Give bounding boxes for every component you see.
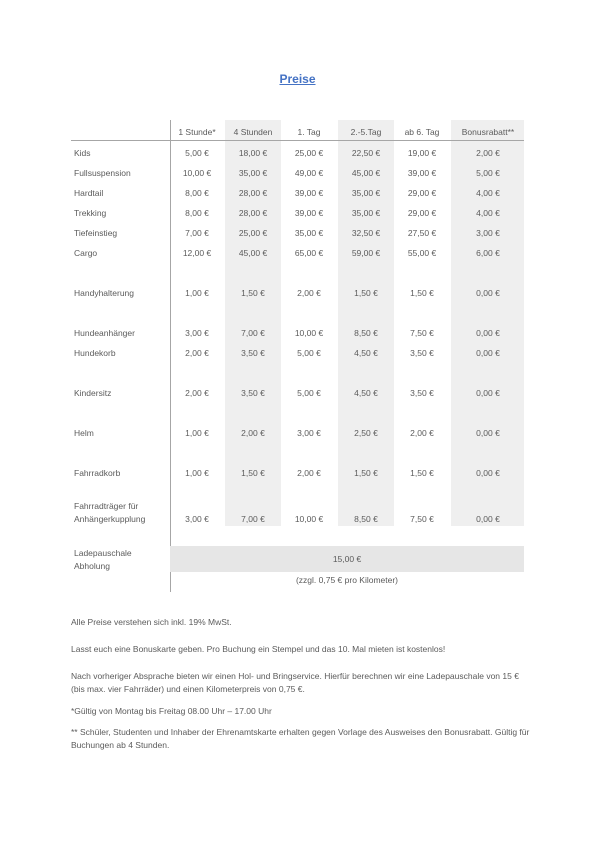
table-cell: 59,00 €: [351, 248, 381, 258]
column-header-2: 4 Stunden: [233, 127, 273, 137]
column-header-1: 1 Stunde*: [178, 127, 216, 137]
table-cell: 0,00 €: [476, 388, 500, 398]
table-cell: 2,00 €: [410, 428, 434, 438]
lade-label-2: Abholung: [74, 561, 110, 571]
table-cell: 0,00 €: [476, 288, 500, 298]
table-cell: 39,00 €: [294, 208, 324, 218]
table-cell: 3,50 €: [241, 348, 265, 358]
table-cell: 29,00 €: [407, 208, 437, 218]
page-title: Preise: [279, 72, 316, 86]
table-cell: 19,00 €: [407, 148, 437, 158]
table-cell: 25,00 €: [294, 148, 324, 158]
table-cell: 2,00 €: [476, 148, 500, 158]
table-cell: 35,00 €: [294, 228, 324, 238]
table-cell: 45,00 €: [238, 248, 268, 258]
table-cell: 0,00 €: [476, 514, 500, 524]
shade-col-2-5-tag: [338, 120, 394, 526]
table-cell: 0,00 €: [476, 468, 500, 478]
row-label: Handyhalterung: [74, 288, 135, 298]
table-cell: 4,50 €: [354, 388, 378, 398]
table-cell: 2,00 €: [185, 348, 209, 358]
table-cell: 1,50 €: [354, 468, 378, 478]
note-gueltigkeit: *Gültig von Montag bis Freitag 08.00 Uhr – 17.00 Uhr: [71, 706, 272, 716]
table-cell: 6,00 €: [476, 248, 500, 258]
column-header-6: Bonusrabatt**: [461, 127, 515, 137]
row-label: Hardtail: [74, 188, 104, 198]
table-cell: 4,50 €: [354, 348, 378, 358]
table-cell: 12,00 €: [182, 248, 212, 258]
table-cell: 0,00 €: [476, 428, 500, 438]
table-cell: 1,00 €: [185, 468, 209, 478]
table-cell: 39,00 €: [407, 168, 437, 178]
table-cell: 65,00 €: [294, 248, 324, 258]
table-cell: 3,50 €: [410, 348, 434, 358]
shade-col-4-stunden: [225, 120, 281, 526]
table-cell: 1,50 €: [410, 288, 434, 298]
table-header-rule: [71, 140, 524, 141]
column-header-4: 2.-5.Tag: [350, 127, 382, 137]
table-cell: 1,50 €: [241, 288, 265, 298]
row-label: Trekking: [74, 208, 107, 218]
note-bonusrabatt: ** Schüler, Studenten und Inhaber der Ehrenamtskarte erhalten gegen Vorlage des Ausweises den Bonusrabatt. Gültig für Buchungen ab 4 Stunden.: [71, 727, 530, 750]
table-cell: 5,00 €: [297, 388, 321, 398]
table-cell: 49,00 €: [294, 168, 324, 178]
table-cell: 2,00 €: [297, 468, 321, 478]
table-cell: 3,00 €: [185, 514, 209, 524]
row-label: Fullsuspension: [74, 168, 131, 178]
row-label: Fahrradträger für: [74, 501, 139, 511]
table-cell: 7,00 €: [241, 514, 265, 524]
table-cell: 7,50 €: [410, 514, 434, 524]
table-cell: 27,50 €: [407, 228, 437, 238]
table-cell: 55,00 €: [407, 248, 437, 258]
table-cell: 28,00 €: [238, 208, 268, 218]
table-cell: 3,50 €: [410, 388, 434, 398]
row-label: Hundekorb: [74, 348, 116, 358]
table-cell: 10,00 €: [294, 514, 324, 524]
table-cell: 29,00 €: [407, 188, 437, 198]
table-cell: 28,00 €: [238, 188, 268, 198]
table-cell: 2,00 €: [297, 288, 321, 298]
lade-value: 15,00 €: [332, 554, 362, 564]
row-label: Fahrradkorb: [74, 468, 121, 478]
table-cell: 35,00 €: [238, 168, 268, 178]
shade-col-bonus: [451, 120, 524, 526]
table-cell: 3,00 €: [476, 228, 500, 238]
table-cell: 1,50 €: [354, 288, 378, 298]
table-cell: 8,00 €: [185, 208, 209, 218]
table-cell: 5,00 €: [476, 168, 500, 178]
table-cell: 1,50 €: [241, 468, 265, 478]
table-cell: 5,00 €: [297, 348, 321, 358]
table-cell: 4,00 €: [476, 208, 500, 218]
table-cell: 3,00 €: [297, 428, 321, 438]
table-cell: 1,00 €: [185, 428, 209, 438]
table-cell: 10,00 €: [294, 328, 324, 338]
note-mwst: Alle Preise verstehen sich inkl. 19% MwSt.: [71, 617, 232, 627]
row-label: Kindersitz: [74, 388, 112, 398]
table-cell: 5,00 €: [185, 148, 209, 158]
column-header-5: ab 6. Tag: [404, 127, 440, 137]
table-cell: 10,00 €: [182, 168, 212, 178]
note-bonuskarte: Lasst euch eine Bonuskarte geben. Pro Buchung ein Stempel und das 10. Mal mieten ist kostenlos!: [71, 644, 446, 654]
table-cell: 3,00 €: [185, 328, 209, 338]
table-cell: 32,50 €: [351, 228, 381, 238]
table-cell: 3,50 €: [241, 388, 265, 398]
table-cell: 7,00 €: [241, 328, 265, 338]
table-cell: 2,00 €: [185, 388, 209, 398]
row-label: Helm: [74, 428, 94, 438]
row-label: Tiefeinstieg: [74, 228, 118, 238]
lade-note: (zzgl. 0,75 € pro Kilometer): [295, 575, 399, 585]
column-header-3: 1. Tag: [297, 127, 321, 137]
table-cell: 35,00 €: [351, 188, 381, 198]
table-cell: 39,00 €: [294, 188, 324, 198]
table-cell: 1,50 €: [410, 468, 434, 478]
lade-label-1: Ladepauschale: [74, 548, 132, 558]
table-cell: 4,00 €: [476, 188, 500, 198]
table-cell: 2,50 €: [354, 428, 378, 438]
table-cell: 35,00 €: [351, 208, 381, 218]
table-cell: 8,50 €: [354, 328, 378, 338]
note-holservice: Nach vorheriger Absprache bieten wir einen Hol- und Bringservice. Hierfür berechnen wir eine Ladepauschale von 15 € (bis max. vier Fahrräder) und einen Kilometerpreis von 0,75 €.: [71, 671, 519, 694]
row-label: Kids: [74, 148, 91, 158]
table-cell: 25,00 €: [238, 228, 268, 238]
table-cell: 18,00 €: [238, 148, 268, 158]
row-label-line-2: Anhängerkupplung: [74, 514, 146, 524]
table-cell: 7,50 €: [410, 328, 434, 338]
row-label: Hundeanhänger: [74, 328, 135, 338]
table-cell: 2,00 €: [241, 428, 265, 438]
table-cell: 0,00 €: [476, 328, 500, 338]
table-cell: 45,00 €: [351, 168, 381, 178]
table-cell: 22,50 €: [351, 148, 381, 158]
table-cell: 8,00 €: [185, 188, 209, 198]
table-cell: 0,00 €: [476, 348, 500, 358]
row-label: Cargo: [74, 248, 98, 258]
table-cell: 1,00 €: [185, 288, 209, 298]
table-cell: 7,00 €: [185, 228, 209, 238]
table-cell: 8,50 €: [354, 514, 378, 524]
